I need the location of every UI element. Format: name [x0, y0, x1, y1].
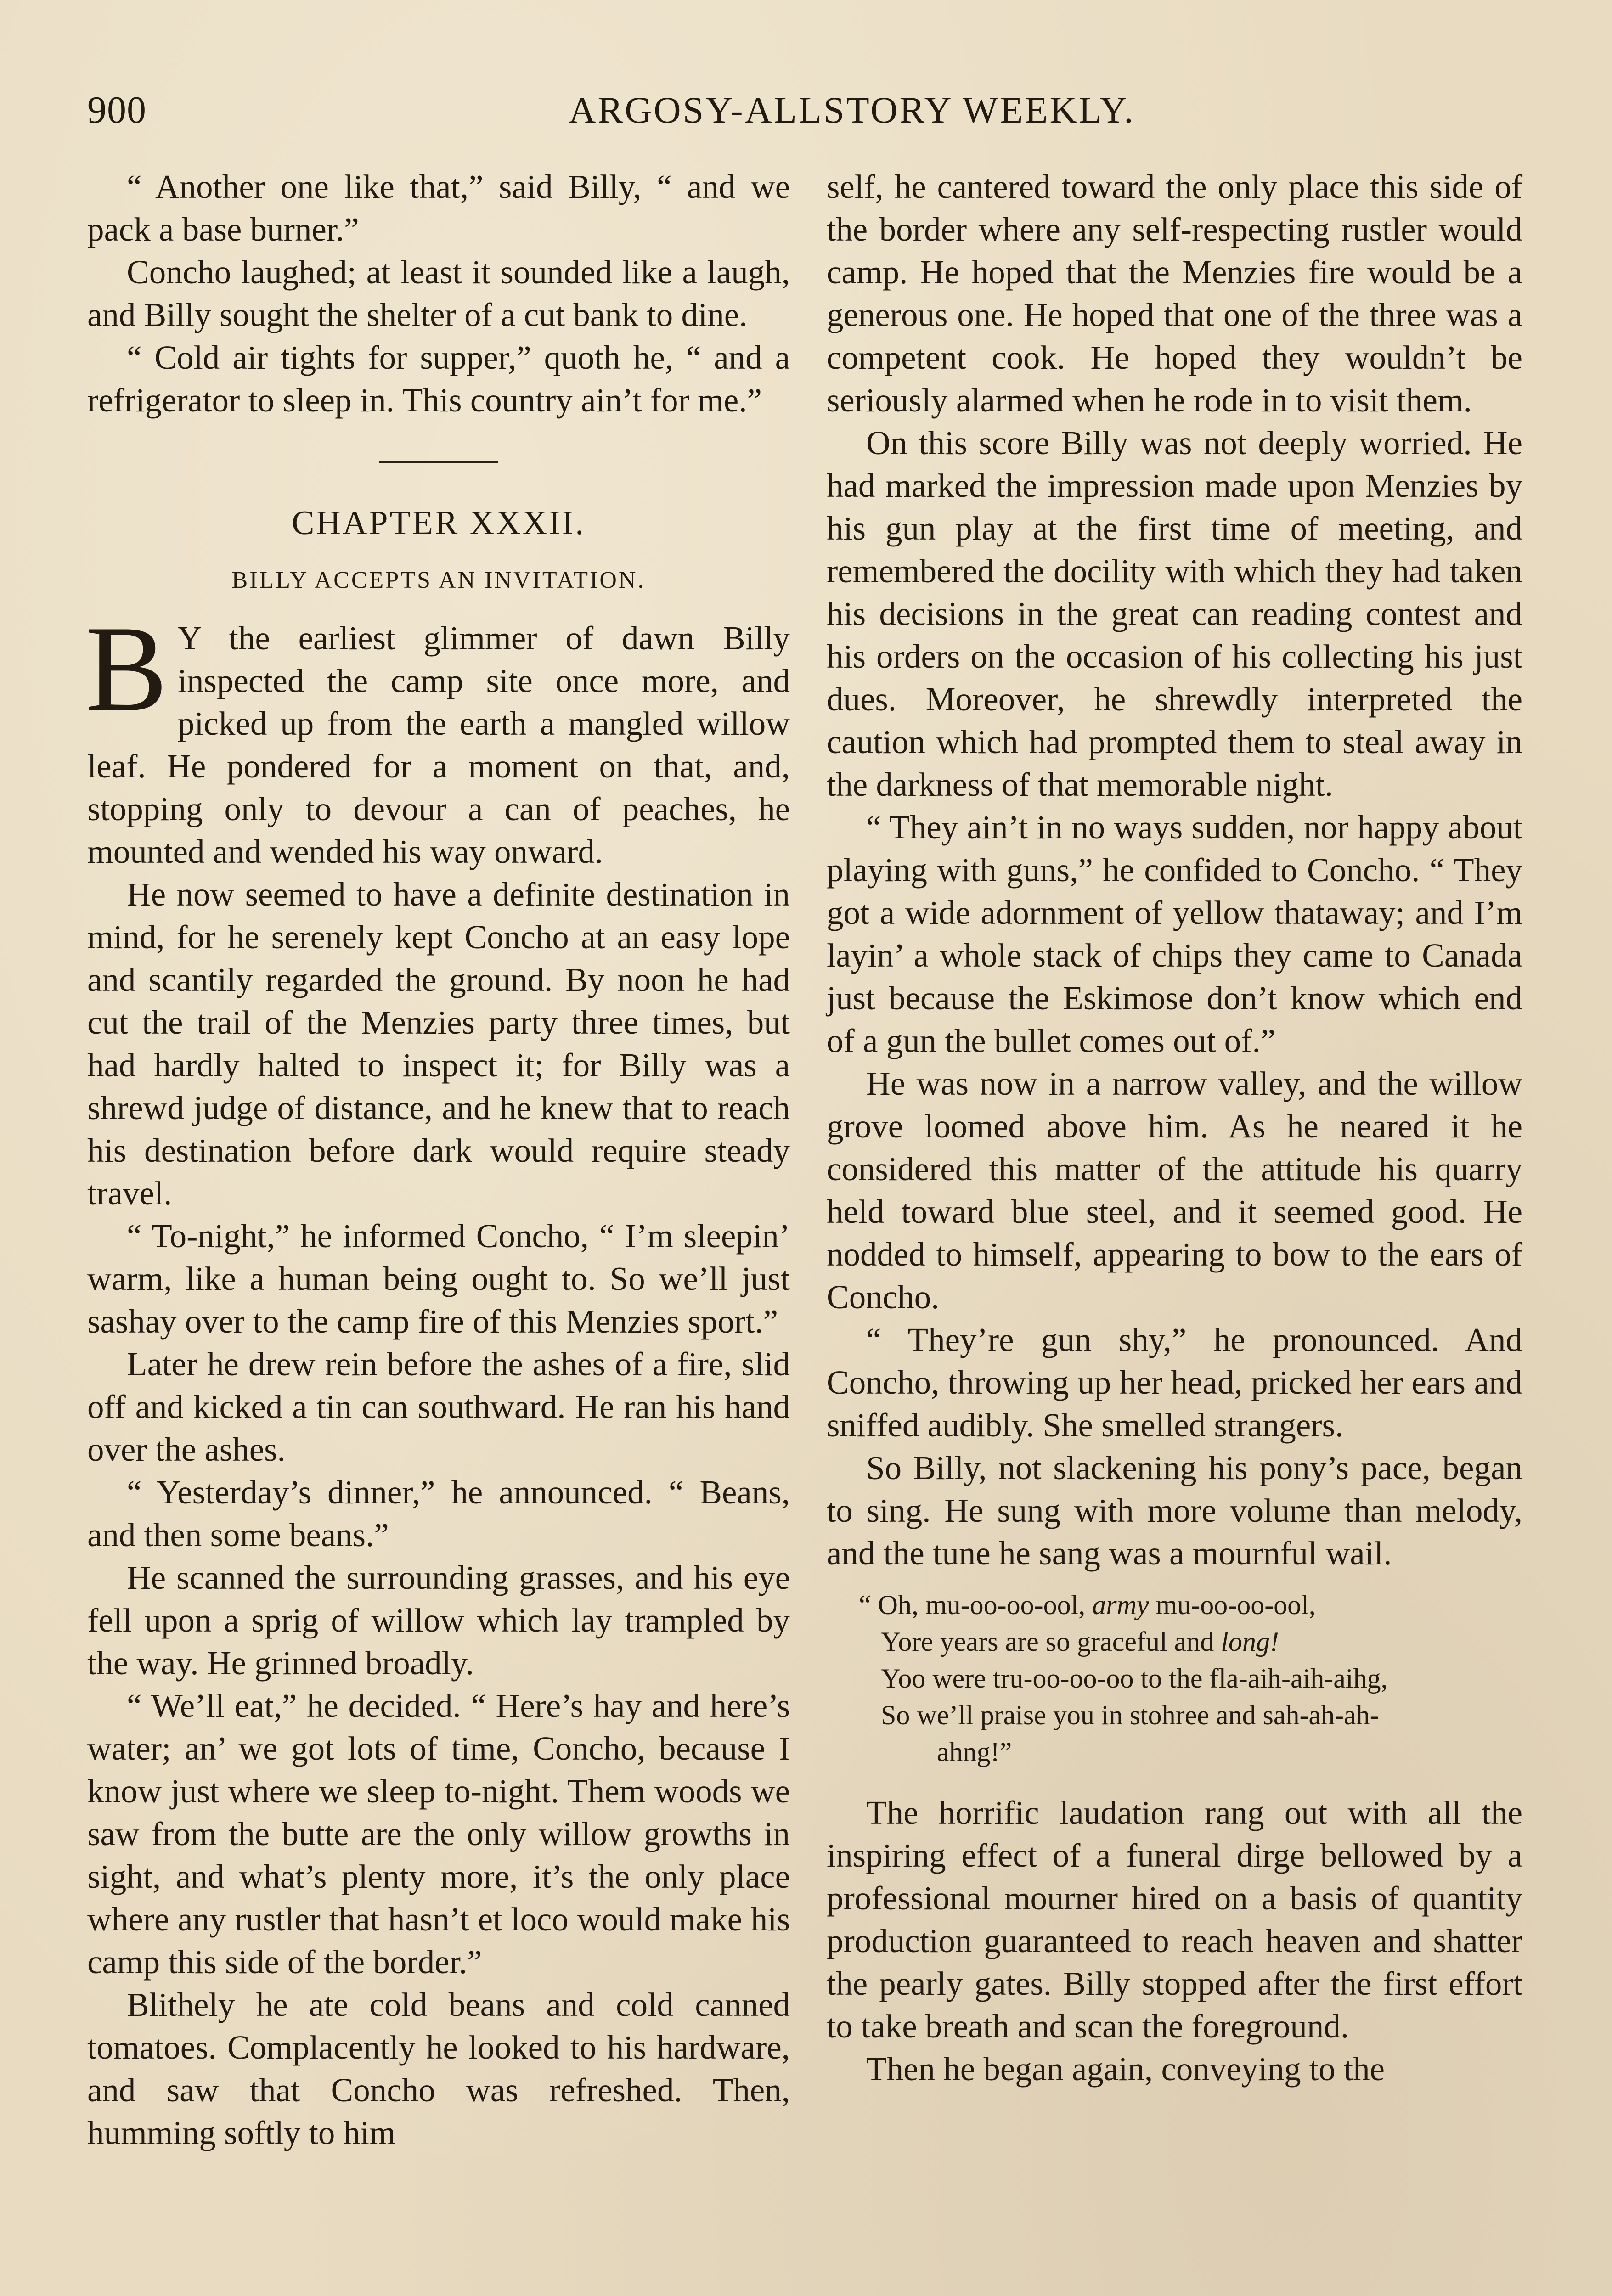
verse-line: ahng!” — [937, 1737, 1012, 1767]
page-number: 900 — [87, 89, 147, 131]
verse-line: Yoo were tru-oo-oo-oo to the fla-aih-aih-aihg, — [881, 1663, 1388, 1694]
chapter-title: CHAPTER XXXII. — [292, 504, 586, 542]
page-header — [87, 83, 1525, 138]
emphasis: army — [1092, 1590, 1149, 1620]
verse-line: Yore years are so graceful and long! — [881, 1626, 1279, 1657]
right-column — [827, 165, 1522, 2090]
drop-cap: B — [85, 600, 168, 737]
paragraph: Then he began again, conveying to the — [866, 2050, 1385, 2088]
paragraph: He now seemed to have a definite destination in mind, for he serenely kept Concho at an easy lope and scantily regarded the ground. By noon he had cut the trail of the Menzies party three times, but had hardly halted to inspect it; for Billy was a shrewd judge of distance, and he knew that to reach his destination before dark would require steady travel. — [87, 876, 790, 1212]
paragraph: “ Another one like that,” said Billy, “ and we pack a base burner.” — [87, 168, 790, 248]
paragraph: On this score Billy was not deeply worried. He had marked the impression made upon Menzies by his gun play at the first time of meeting, and remembered the docility with which they had taken his decisions in the great can reading contest and his orders on the occasion of his collecting his just dues. Moreover, he shrewdly interpreted the caution which had prompted them to steal away in the darkness of that memorable night. — [827, 424, 1522, 803]
chapter-subtitle: BILLY ACCEPTS AN INVITATION. — [231, 567, 646, 593]
running-head: ARGOSY-ALLSTORY WEEKLY. — [569, 89, 1135, 131]
paragraph: Blithely he ate cold beans and cold canned tomatoes. Complacently he looked to his hardware, and saw that Concho was refreshed. Then, humming softly to him — [87, 1986, 790, 2151]
continued-paragraph: self, he cantered toward the only place this side of the border where any self-respecting rustler would camp. He hoped that the Menzies fire would be a generous one. He hoped that one of the three was a competent cook. He hoped they wouldn’t be seriously alarmed when he rode in to visit them. — [827, 168, 1522, 419]
paragraph: The horrific laudation rang out with all the inspiring effect of a funeral dirge bellowed by a professional mourner hired on a basis of quantity production guaranteed to reach heaven and shatter the pearly gates. Billy stopped after the first effort to take breath and scan the foreground. — [827, 1794, 1522, 2045]
paragraph: “ Cold air tights for supper,” quoth he, “ and a refrigerator to sleep in. This country ain’t for me.” — [87, 339, 790, 419]
paragraph: Concho laughed; at least it sounded like a laugh, and Billy sought the shelter of a cut bank to dine. — [87, 253, 790, 333]
opening-paragraph-text: Y the earliest glimmer of dawn Billy inspected the camp site once more, and picked up from the earth a mangled willow leaf. He pondered for a moment on that, and, stopping only to devour a can of peaches, he mounted and wended his way onward. — [87, 619, 790, 870]
verse-line: “ Oh, mu-oo-oo-ool, army mu-oo-oo-ool, — [859, 1590, 1316, 1620]
section-divider — [379, 461, 498, 463]
verse-line: So we’ll praise you in stohree and sah-ah-ah- — [881, 1700, 1379, 1730]
paragraph: He scanned the surrounding grasses, and his eye fell upon a sprig of willow which lay trampled by the way. He grinned broadly. — [87, 1559, 790, 1682]
opening-paragraph — [85, 600, 790, 873]
emphasis: long! — [1221, 1626, 1279, 1657]
left-column — [87, 165, 790, 2154]
paragraph: “ They ain’t in no ways sudden, nor happy about playing with guns,” he confided to Concho. “ They got a wide adornment of yellow thataway; and I’m layin’ a whole stack of chips they came to Canada just because the Eskimose don’t know which end of a gun the bullet comes out of.” — [827, 809, 1522, 1059]
paragraph: “ Yesterday’s dinner,” he announced. “ Beans, and then some beans.” — [87, 1474, 790, 1553]
paragraph: So Billy, not slackening his pony’s pace, began to sing. He sung with more volume than melody, and the tune he sang was a mournful wail. — [827, 1449, 1522, 1572]
paragraph: “ They’re gun shy,” he pronounced. And Concho, throwing up her head, pricked her ears and sniffed audibly. She smelled strangers. — [827, 1321, 1522, 1444]
song-verse — [859, 1587, 1522, 1770]
paragraph: “ We’ll eat,” he decided. “ Here’s hay and here’s water; an’ we got lots of time, Concho, because I know just where we sleep to-night. Them woods we saw from the butte are the only willow growths in sight, and what’s plenty more, it’s the only place where any rustler that hasn’t et loco would make his camp this side of the border.” — [87, 1687, 790, 1981]
paragraph: “ To-night,” he informed Concho, “ I’m sleepin’ warm, like a human being ought to. So we’ll just sashay over to the camp fire of this Menzies sport.” — [87, 1217, 790, 1340]
paragraph: Later he drew rein before the ashes of a fire, slid off and kicked a tin can southward. He ran his hand over the ashes. — [87, 1345, 790, 1468]
paragraph: He was now in a narrow valley, and the willow grove loomed above him. As he neared it he considered this matter of the attitude his quarry held toward blue steel, and it seemed good. He nodded to himself, appearing to bow to the ears of Concho. — [827, 1065, 1522, 1316]
